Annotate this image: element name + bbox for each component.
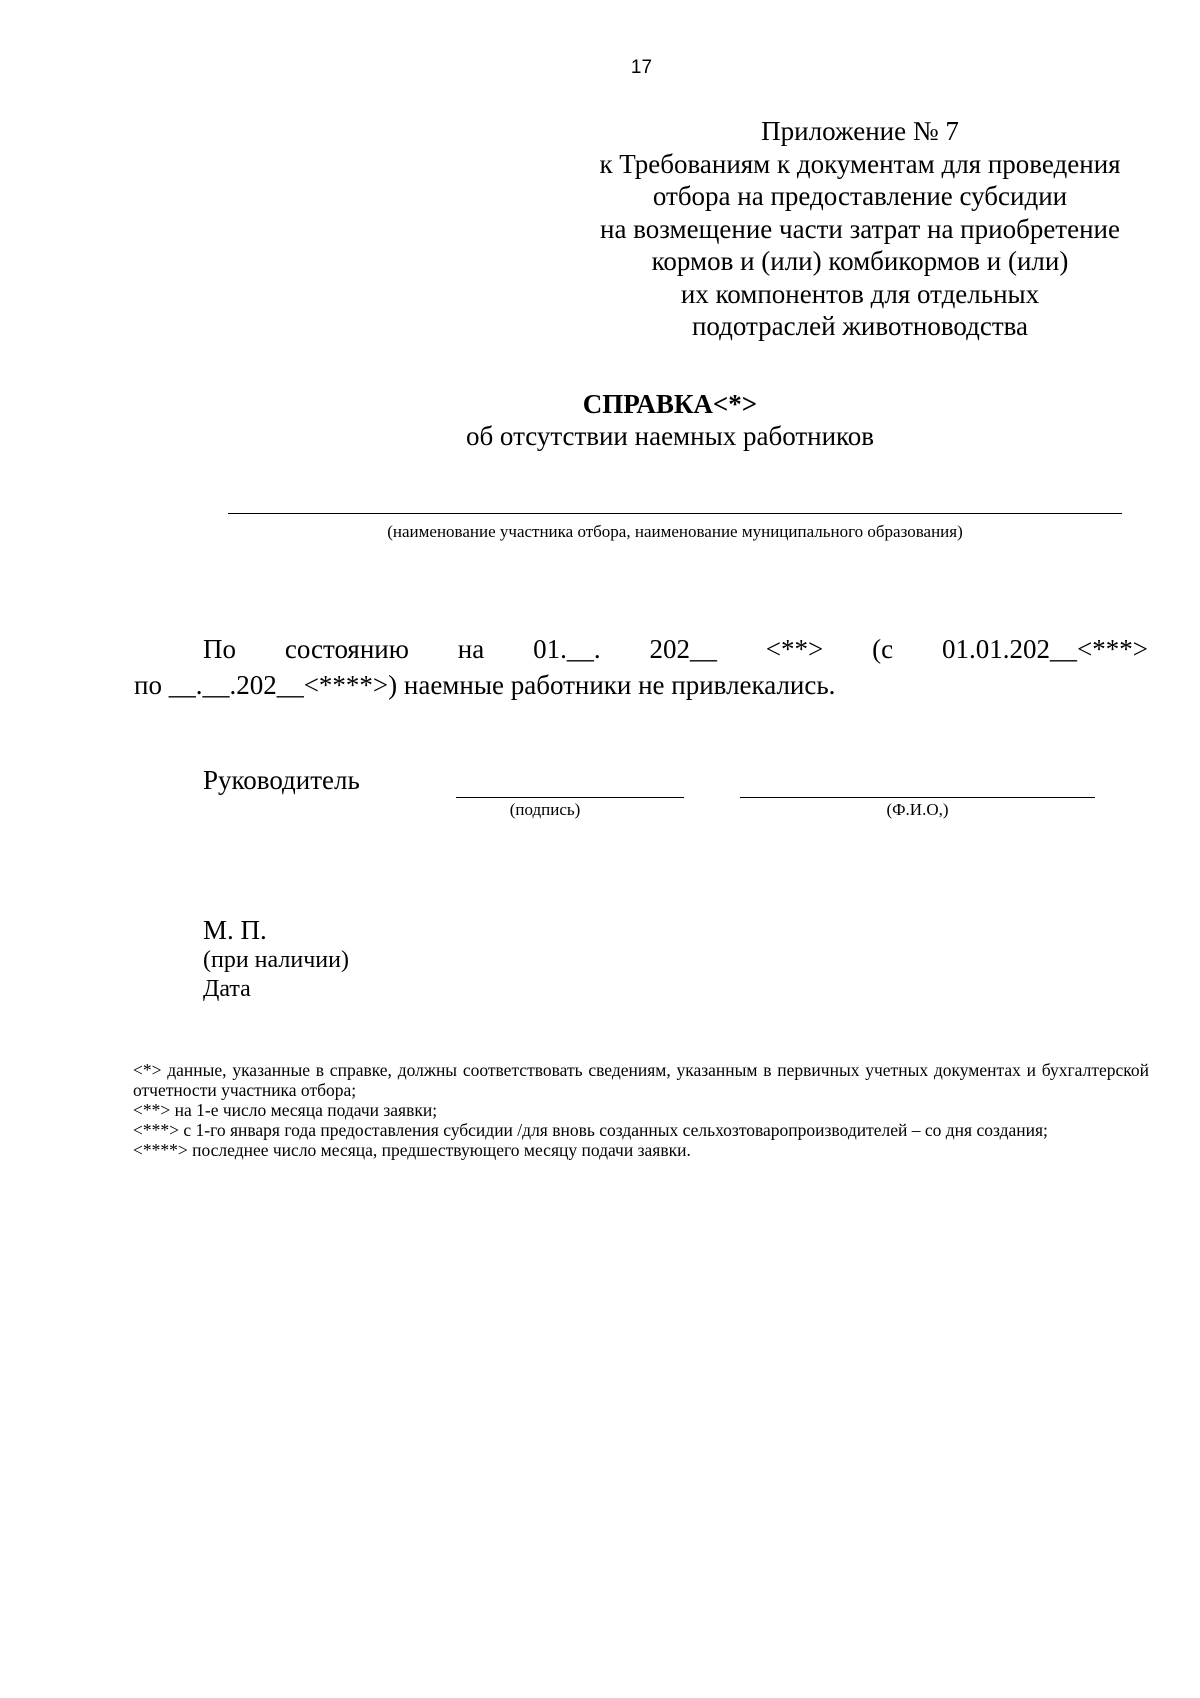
participant-name-line — [228, 513, 1122, 514]
stamp-label: М. П. — [203, 915, 267, 945]
appendix-line: подотраслей животноводства — [691, 311, 1029, 341]
participant-caption: (наименование участника отбора, наименование муниципального образования) — [387, 522, 963, 541]
footnote: <***> с 1-го января года предоставления субсидии /для вновь созданных сельхозтоваропроизводителей – со дня создания; — [133, 1120, 1048, 1140]
stamp-if-any: (при наличии) — [203, 947, 349, 973]
appendix-line: Приложение № 7 — [761, 116, 959, 146]
appendix-line: их компонентов для отдельных — [680, 278, 1040, 309]
fio-caption: (Ф.И.О,) — [886, 800, 949, 819]
head-label: Руководитель — [203, 765, 360, 795]
fio-line — [740, 797, 1095, 798]
status-word: 01.__. — [533, 634, 601, 664]
document-subtitle: об отсутствии наемных работников — [465, 421, 875, 451]
document-title: СПРАВКА<*> — [582, 389, 758, 419]
signature-caption: (подпись) — [509, 800, 581, 819]
appendix-header — [545, 115, 1175, 343]
footnote: <**> на 1-е число месяца подачи заявки; — [133, 1100, 438, 1120]
footnotes — [133, 1060, 1149, 1160]
appendix-line: на возмещение части затрат на приобретение — [600, 213, 1120, 244]
page-number: 17 — [630, 57, 653, 78]
appendix-line: к Требованиям к документам для проведения — [599, 148, 1121, 179]
status-statement-line2: по __.__.202__<****>) наемные работники не привлекались. — [134, 670, 836, 700]
footnote: <****> последнее число месяца, предшествующего месяцу подачи заявки. — [133, 1140, 691, 1160]
status-statement-line1 — [203, 633, 1148, 665]
status-word: <**> — [765, 634, 824, 664]
status-word: По — [203, 634, 236, 664]
status-word: на — [457, 634, 485, 664]
status-word: состоянию — [284, 634, 409, 664]
appendix-line: кормов и (или) комбикормов и (или) — [651, 246, 1069, 276]
status-word: 202__ — [649, 634, 717, 664]
signature-line — [456, 797, 684, 798]
status-word: 01.01.202__<***> — [941, 634, 1148, 664]
appendix-line: отбора на предоставление субсидии — [652, 181, 1068, 211]
status-word: (с — [872, 634, 894, 664]
footnote: <*> данные, указанные в справке, должны соответствовать сведениям, указанным в первичных учетных документах и бухгалтерской отчетности участника отбора; — [133, 1060, 1149, 1100]
stamp-block — [203, 915, 349, 1004]
date-label: Дата — [203, 976, 251, 1002]
